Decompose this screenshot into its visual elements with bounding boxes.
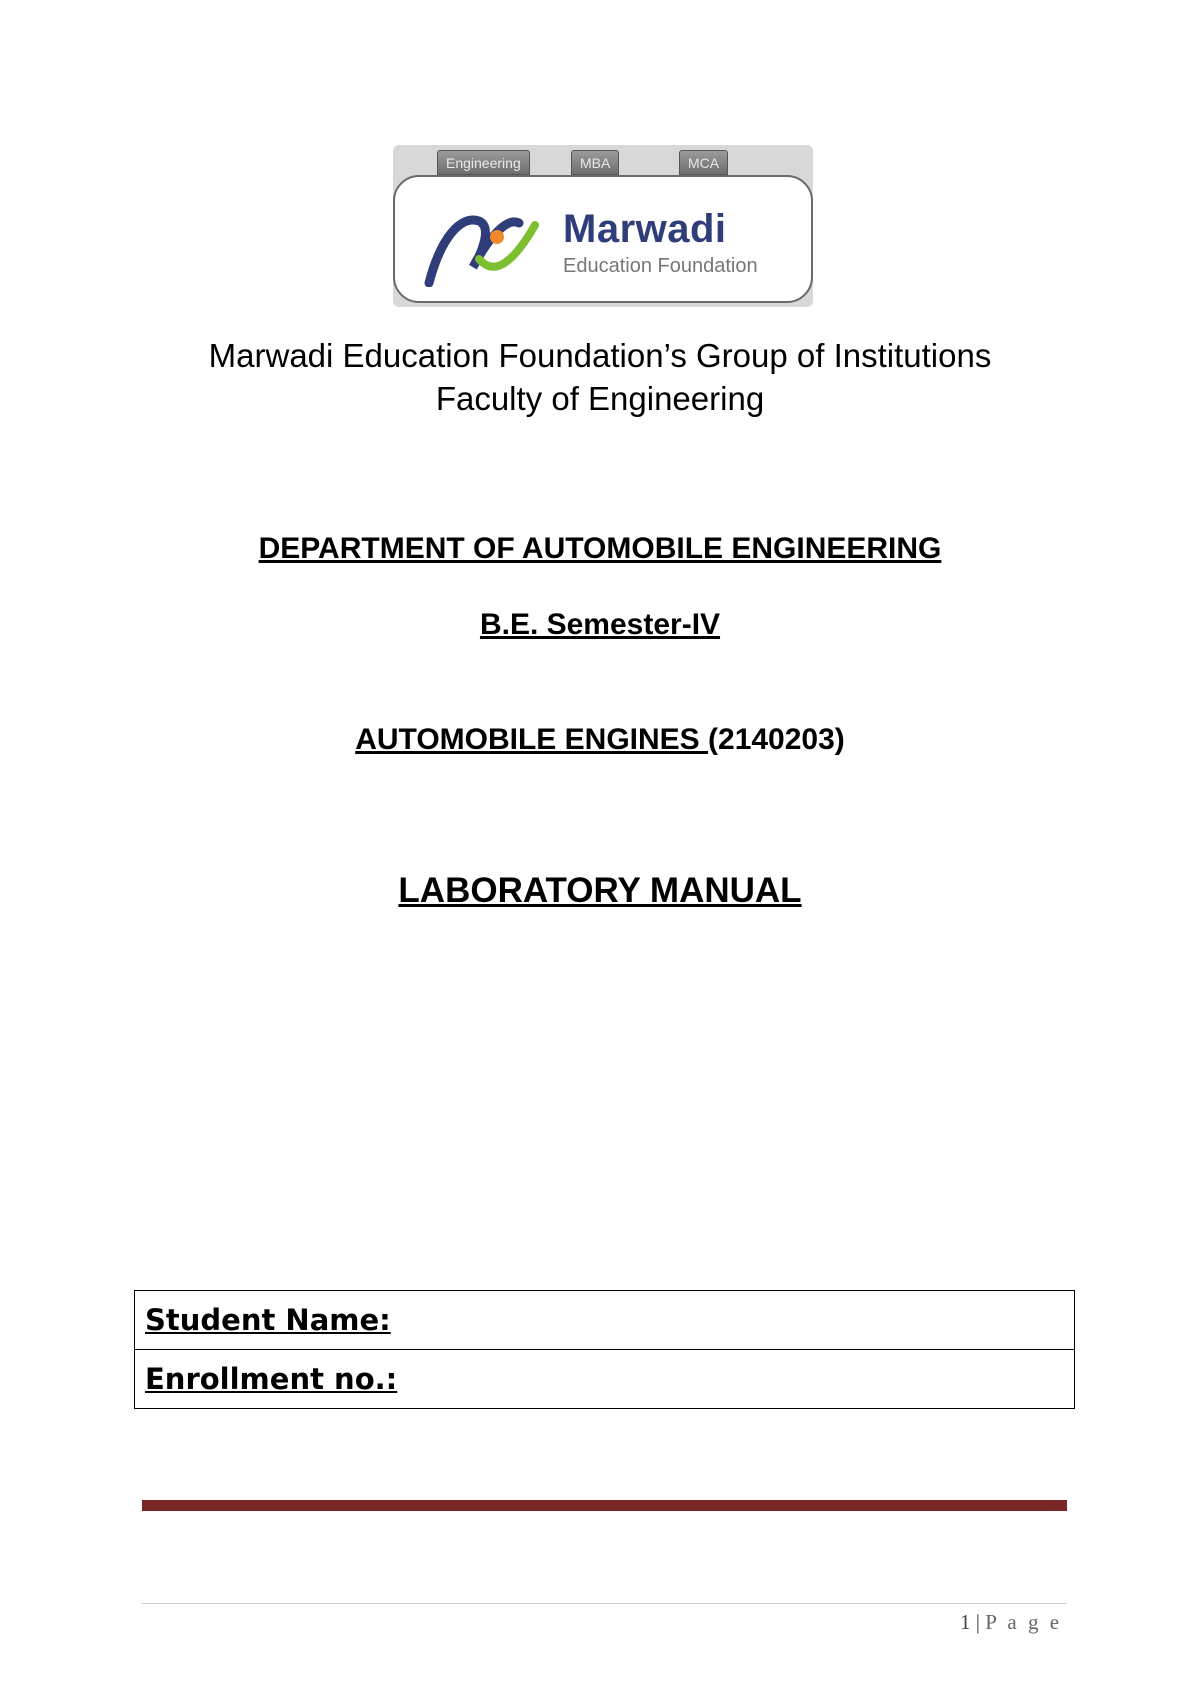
institution-logo <box>393 145 813 307</box>
logo-tab-mca: MCA <box>679 150 728 175</box>
institution-name: Marwadi Education Foundation’s Group of Institutions <box>208 337 992 374</box>
page-word: P a g e <box>985 1610 1063 1634</box>
semester-title: B.E. Semester-IV <box>479 608 721 641</box>
logo-card <box>393 175 813 303</box>
logo-tab-engineering: Engineering <box>437 150 530 175</box>
faculty-name: Faculty of Engineering <box>435 380 765 417</box>
logo-tab-mba: MBA <box>571 150 619 175</box>
manual-title: LABORATORY MANUAL <box>398 871 802 910</box>
enrollment-label: Enrollment no.: <box>135 1350 1075 1409</box>
page-separator: | <box>975 1610 980 1634</box>
logo-brand-name: Marwadi <box>563 207 727 251</box>
footer-rule <box>142 1500 1067 1511</box>
marwadi-mark-icon <box>423 197 543 287</box>
footer-divider <box>142 1603 1067 1604</box>
page-number: 1 <box>960 1610 971 1634</box>
logo-brand-subtitle: Education Foundation <box>563 255 758 277</box>
department-title: DEPARTMENT OF AUTOMOBILE ENGINEERING <box>258 532 942 565</box>
subject-name: AUTOMOBILE ENGINES <box>355 723 709 756</box>
page-footer <box>960 1610 1062 1635</box>
student-info-table <box>134 1290 1075 1409</box>
subject-title <box>0 723 1200 757</box>
table-row <box>135 1291 1075 1350</box>
student-name-label: Student Name: <box>135 1291 1075 1350</box>
table-row <box>135 1350 1075 1409</box>
subject-code: (2140203) <box>708 723 845 756</box>
